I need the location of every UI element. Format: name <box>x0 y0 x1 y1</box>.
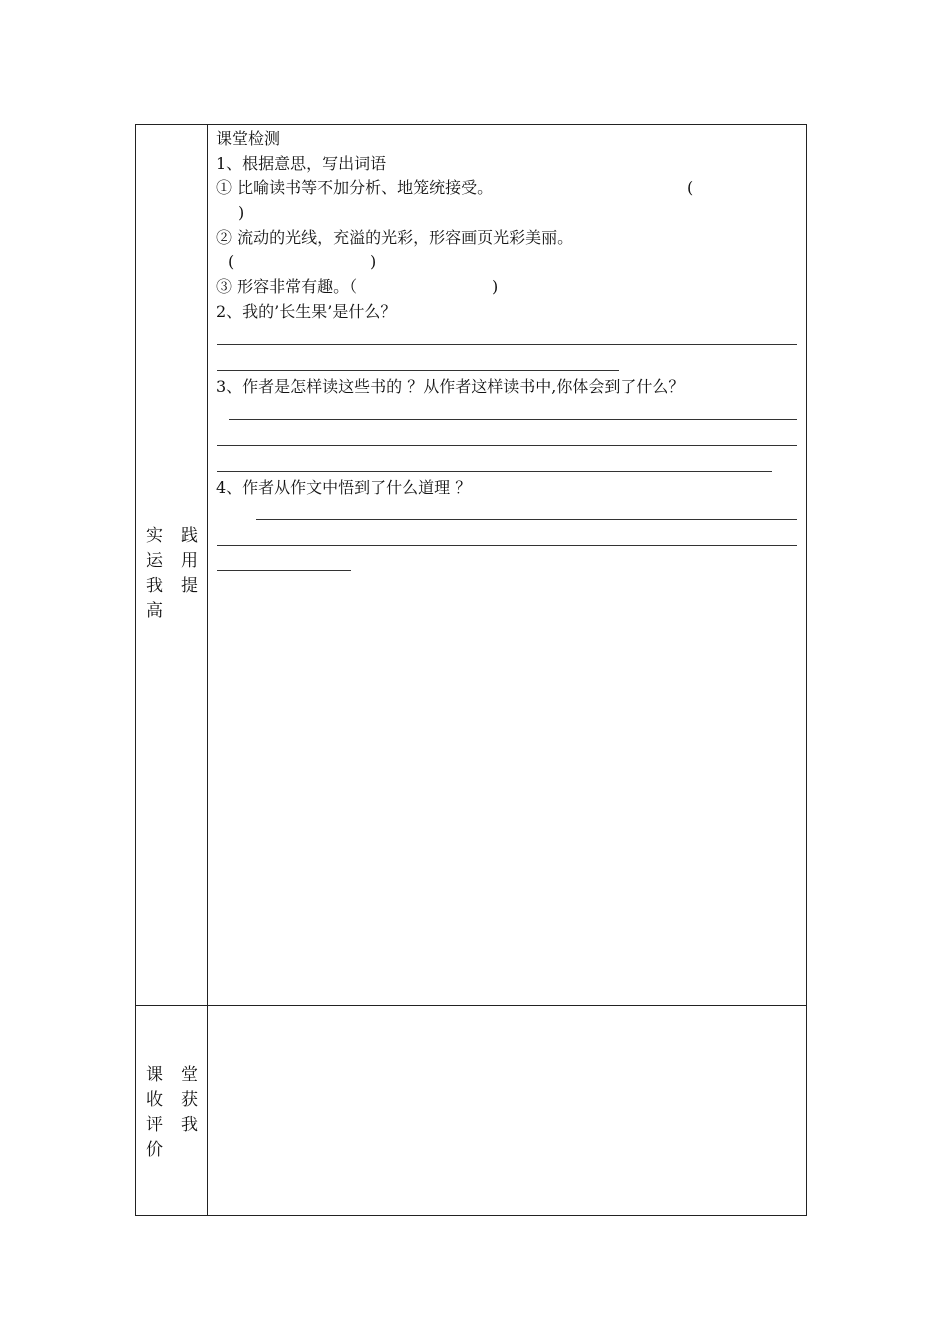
harvest-label-char: 我 <box>181 1115 198 1135</box>
practice-label-char: 用 <box>181 551 198 571</box>
question-1-item-1: ① 比喻读书等不加分析、地笼统接受。 <box>216 178 494 197</box>
practice-label-char: 践 <box>181 526 198 546</box>
practice-label-char: 实 <box>146 526 163 546</box>
answer-bracket-close: ) <box>238 203 245 222</box>
harvest-label-char: 评 <box>146 1115 163 1135</box>
answer-line <box>217 344 797 345</box>
question-2-text: 2、我的’长生果’是什么？ <box>216 302 397 321</box>
practice-content-cell <box>208 125 806 1005</box>
answer-line <box>217 545 797 546</box>
harvest-label-char: 获 <box>181 1090 198 1110</box>
harvest-label-char: 课 <box>146 1065 163 1085</box>
answer-line <box>256 519 797 520</box>
answer-line <box>217 370 619 371</box>
harvest-label-cell <box>136 1006 208 1215</box>
answer-bracket-open: ( <box>687 178 694 197</box>
harvest-content-cell[interactable] <box>208 1006 806 1215</box>
question-3-text: 3、作者是怎样读这些书的 ？从作者这样读书中,你体会到了什么？ <box>216 377 685 396</box>
harvest-label-char: 价 <box>146 1140 163 1160</box>
question-1-item-2: ② 流动的光线，充溢的光彩，形容画页光彩美丽。 <box>216 228 574 247</box>
practice-label-cell <box>136 125 208 1005</box>
answer-bracket-open: ( <box>228 252 235 271</box>
harvest-row <box>136 1006 806 1215</box>
answer-line <box>217 570 351 571</box>
worksheet-table <box>135 124 807 1216</box>
practice-label-char: 我 <box>146 576 163 596</box>
answer-bracket-close: ) <box>492 277 499 296</box>
section-heading: 课堂检测 <box>216 129 281 148</box>
answer-bracket-close: ) <box>370 252 377 271</box>
practice-label-char: 提 <box>181 576 198 596</box>
practice-row <box>136 125 806 1006</box>
harvest-label-char: 收 <box>146 1090 163 1110</box>
answer-line <box>217 445 797 446</box>
answer-line <box>229 419 797 420</box>
harvest-label-char: 堂 <box>181 1065 198 1085</box>
practice-label-char: 运 <box>146 551 163 571</box>
practice-label-char: 高 <box>146 601 163 621</box>
question-1-text: 1、根据意思，写出词语 <box>216 154 387 173</box>
question-1-item-3: ③ 形容非常有趣。（ <box>216 277 358 296</box>
question-4-text: 4、作者从作文中悟到了什么道理 ？ <box>216 478 472 497</box>
answer-line <box>217 471 772 472</box>
